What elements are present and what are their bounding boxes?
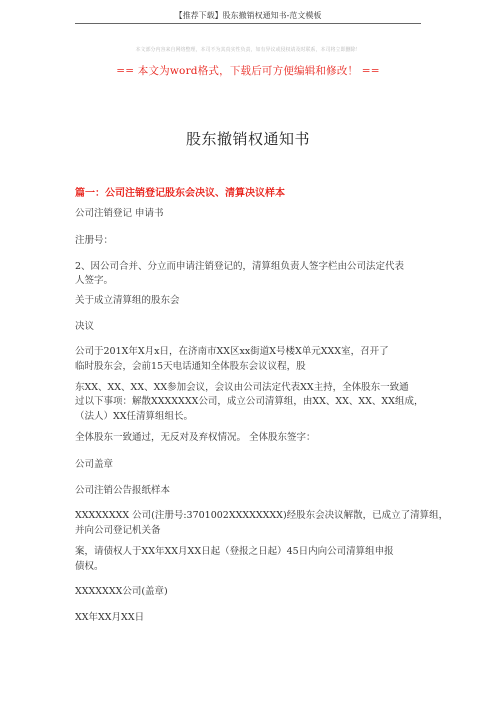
body-line: 债权。 <box>75 561 104 572</box>
body-line: 人签字。 <box>75 275 114 286</box>
body-line: 全体股东一致通过，无反对及弃权情况。 全体股东签字： <box>75 432 316 443</box>
body-line: 公司注销公告报纸样本 <box>75 485 171 496</box>
body-line: 决议 <box>75 321 95 332</box>
body-line: 临时股东会，会前15天电话通知全体股东会议议程，股 <box>75 361 306 372</box>
word-format-notice: == 本文为word格式，下载后可方便编辑和修改！ == <box>116 65 380 77</box>
header-divider <box>75 23 421 24</box>
body-line: 注册号： <box>75 235 114 246</box>
body-line: 过以下事项：解散XXXXXXX公司，成立公司清算组，由XX、XX、XX、XX组成， <box>75 396 424 407</box>
body-line: XXXXXXXX 公司(注册号:3701002XXXXXXXX)经股东会决议解散，已成立了清算组， <box>75 510 449 521</box>
body-line: 案，请债权人于XX年XX月XX日起（登报之日起）45日内向公司清算组申报 <box>75 546 394 557</box>
body-line: 公司注销登记 申请书 <box>75 208 164 219</box>
body-line: XXXXXXX公司(盖章) <box>75 586 168 597</box>
section-heading: 篇一：公司注销登记股东会决议、清算决议样本 <box>75 188 285 199</box>
body-line: 并向公司登记机关备 <box>75 525 161 536</box>
body-line: 2、因公司合并、分立而申请注销登记的，清算组负责人签字栏由公司法定代表 <box>75 261 405 272</box>
body-line: 关于成立清算组的股东会 <box>75 295 180 306</box>
document-title: 股东撤销权通知书 <box>185 130 310 148</box>
body-line: 公司盖章 <box>75 459 114 470</box>
body-line: 东XX、XX、XX、XX参加会议，会议由公司法定代表XX主持，全体股东一致通 <box>75 382 409 393</box>
body-line: 公司于201X年X月x日，在济南市XX区xx街道X号楼X单元XXX室，召开了 <box>75 346 389 357</box>
body-line: XX年XX月XX日 <box>75 612 145 623</box>
header-title: 【推荐下载】股东撤销权通知书-范文模板 <box>174 11 322 20</box>
disclaimer-text: 本文部分内容来自网络整理，本司不为其真实性负责，如有异议或侵权请及时联系，本司将立即删除！ <box>135 47 361 53</box>
body-line: （法人）XX任清算组组长。 <box>75 411 194 422</box>
